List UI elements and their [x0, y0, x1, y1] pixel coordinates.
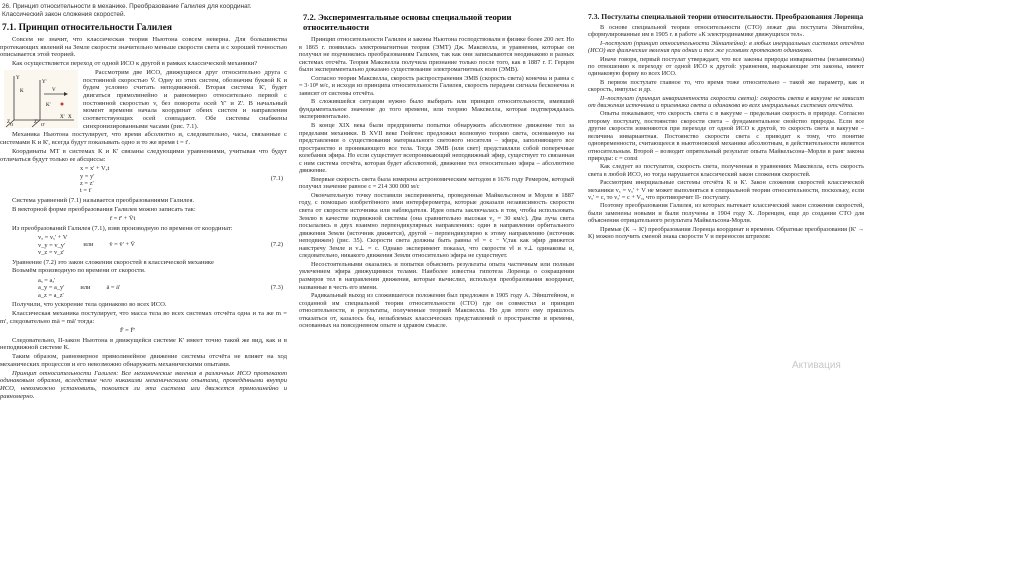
- equation-number: (7.2): [270, 241, 283, 249]
- paragraph: В конце XIX века были предприняты попытки обнаружить абсолютное движение тел за пределами механики. В XVII веке Гюйгенс предложил волновую теорию света, основанную на представлении о существовании материального светового носителя – эфира, заполняющего все пространство и проникающего все тела. Тогда ЭМВ (или свет) представляли собой поперечные колебания эфира. Но если существует всепроникающий неподвижный эфир, существует то связанная с ним система отсчёта, которая будет абсолютной, движение тел относительно эфира – абсолютное движение.: [299, 122, 574, 175]
- equation-force: F̄ = F̄': [120, 327, 136, 335]
- paragraph: Механика Ньютона постулирует, что время абсолютно и, следовательно, часы, связанные с системами К и К', всегда будут показывать одно и то же время t = t'.: [0, 131, 287, 147]
- equation-vector: r̄ = r̄' + V̄t: [110, 215, 136, 223]
- material-point: [61, 102, 64, 105]
- label-x: X: [68, 114, 72, 120]
- paragraph: Опыты показывают, что скорость света c в вакууме – предельная скорость в природе. Согласно второму постулату, постоянство скорости света – фундаментальное свойство природы. Если все другие скорости изменяются при переходе от одной ИСО к другой, то скорость света в вакууме – величина инвариантная. Постоянство скорости света c приводит к тому, что понятие одновременности, считающееся в ньютоновской механике абсолютным, в действительности является относительным. Второй – возводит опрятельный результат опыта Майкельсона–Морли в ранг закона природы: c = const: [588, 110, 864, 162]
- postulate-2: II–постулат (принцип инвариантности скорости света): скорость света в вакууме не зависит от движения источника и приемника света и одинакова во всех инерциальных системах отсчёта.: [588, 94, 864, 110]
- reference-frames-figure: [4, 70, 78, 128]
- section-title-7-3: 7.3. Постулаты специальной теории относительности. Преобразования Лоренца: [588, 12, 864, 21]
- equation-line: vₓ = vₓ' + V: [38, 234, 68, 242]
- equation-number: (7.1): [270, 175, 283, 183]
- paragraph: Поэтому преобразования Галилея, из которых вытекает классический закон сложения скоростей, были заменены новыми и были получены в 1904 году Х. Лоренцем, еще до создания СТО для объяснения отрицательного результата Майкельсона-Морли.: [588, 202, 864, 225]
- paragraph: В основе специальной теории относительности (СТО) лежат два постулата Эйнштейна, сформулированные им в 1905 г. в работе «К электродинамике движущихся тел».: [588, 24, 864, 39]
- section-title-7-2: 7.2. Экспериментальные основы специальной теории относительности: [303, 12, 512, 32]
- equation-vector-form: v̄ = v̄' + V̄: [109, 241, 136, 249]
- paragraph: Как осуществляется переход от одной ИСО к другой в рамках классической механики?: [12, 60, 258, 68]
- equation-7-3: [0, 277, 287, 299]
- header-line-2: Классический закон сложения скоростей.: [2, 11, 126, 18]
- page-header: [0, 0, 287, 19]
- column-experimental-foundations: [299, 0, 574, 574]
- postulate-1: I–постулат (принцип относительности Эйнштейна): в любых инерциальных системах отсчёта (ИСО) все физические явления при одних и тех же условиях протекают одинаково.: [588, 39, 864, 55]
- paragraph: Из преобразований Галилея (7.1), взяв производную по времени от координат:: [12, 224, 233, 232]
- paragraph: Возьмём производную по времени от скорости.: [12, 267, 146, 275]
- paragraph: Рассмотрим две ИСО, движущиеся друг относительно друга с постоянной скоростью V̄. Одну из этих систем, обозначим буквой К и будем условно считать неподвижной. Вторая система К', будет двигаться прямолинейно и равномерно относительно первой с постоянной скоростью v, без поворота осей Y' и Z'. В начальный момент времени начала координат обеих систем и направления соответствующих осей совпадают. Обе системы снабжены синхронизированными часами (рис. 7.1).: [83, 68, 287, 130]
- label-z-prime: Z': [34, 119, 38, 125]
- label-z: Z: [7, 119, 11, 125]
- header-line-1: 26. Принцип относительности в механике. Преобразование Галилея для координат.: [2, 3, 252, 10]
- paragraph: Впервые скорость света была измерена астрономическим методом в 1676 году Ремером, который получил значение равное c = 214 300 000 м/с: [299, 175, 574, 191]
- equation-line: v_z = v_z': [38, 249, 65, 257]
- paragraph: В сложившейся ситуации нужно было выбирать или принцип относительности, имевший фундаментальное значение до того времени, или теорию Максвелла, которая подтверждалась экспериментально.: [299, 98, 574, 121]
- label-v: V: [52, 87, 56, 93]
- paragraph: Радикальный выход из сложившегося положения был предложен в 1905 году А. Эйнштейном, в созданной им специальной теории относительности (СТО) где он совместил и принцип относительности, и результаты, полученные теорией Максвелла. Но для этого ему пришлось отказаться от, казалось бы, незыблемых классических представлений о пространстве и времени, основанных на повседневном опыте и здравом смысле.: [299, 292, 574, 330]
- equation-line: v_y = v_y': [38, 241, 66, 249]
- paragraph: Уравнение (7.2) это закон сложения скоростей в классической механике: [12, 258, 214, 266]
- paragraph: Иначе говоря, первый постулат утверждает, что все законы природы инвариантны (независимы) по отношению к переходу от одной ИСО к другой: уравнения, выражающие эти законы, имеют одинаковую форму во всех ИСО.: [588, 55, 864, 78]
- equation-vector-form: ā = ā': [106, 284, 121, 292]
- equation-7-2: [0, 234, 287, 256]
- label-k: K: [20, 88, 24, 94]
- equation-line: aₓ = aₓ': [38, 277, 56, 285]
- paragraph: Получили, что ускорение тела одинаково во всех ИСО.: [12, 301, 167, 309]
- equation-or: или: [80, 284, 91, 292]
- paragraph: В первом постулате главное то, что время тоже относительно – такой же параметр, как и скорость, импульс и др.: [588, 78, 864, 94]
- paragraph: Таким образом, равномерное прямолинейное движение системы отсчёта не влияет на ход механических процессов и его невозможно обнаружить механическими опытами.: [0, 353, 287, 368]
- label-o: O: [10, 121, 14, 127]
- column-postulates: [588, 0, 864, 574]
- paragraph: Классическая механика постулирует, что масса тела во всех системах отсчёта одна и та же m = m', следовательно mā = mā' тогда:: [0, 309, 287, 325]
- column-galilean-relativity: [0, 0, 287, 574]
- paragraph: В векторной форме преобразования Галилея можно записать так:: [12, 205, 196, 213]
- equation-line: a_y = a_y': [38, 284, 65, 292]
- paragraph: Согласно теории Максвелла, скорость распространения ЭМВ (скорость света) конечна и равна c = 3·10⁸ м/с, и исходя из принципа относительности Галилея, скорость передачи сигнала бесконечна и зависит от системы отсчёта.: [299, 74, 574, 97]
- paragraph: Система уравнений (7.1) называется преобразованиями Галилея.: [12, 196, 195, 204]
- equation-line: z = z': [80, 180, 94, 188]
- principle-statement: Принцип относительности Галилея: Все механические явления в различных ИСО протекают одинаковым образом, вследствие чего никакими механическими опытами, проведёнными внутри ИСО, невозможно установить, покоится ли эта система или движется прямолинейно и равномерно.: [0, 369, 287, 400]
- equation-number: (7.3): [270, 284, 283, 292]
- activation-watermark: Активация: [792, 360, 841, 371]
- label-o-prime: O': [41, 121, 46, 127]
- label-y: Y: [16, 75, 20, 81]
- equation-line: x = x' + Vₓt: [80, 165, 110, 173]
- label-k-prime: K': [46, 102, 51, 108]
- equation-line: y = y': [80, 172, 95, 180]
- paragraph: Прямые (К → К') преобразования Лоренца координат и времени. Обратные преобразования (К' → К) можно получить сменой знака скорости V и переносом штрихов:: [588, 225, 864, 240]
- paragraph: Окончательную точку поставили эксперименты, проведенные Майкельсоном и Морли в 1887 году, с помощью изобретённого ими интерферометра, которые доказали независимость скорости света от скорости источника или наблюдателя. Идея опыта заключалась в том, чтобы использовать Землю в качестве подвижной системы (она сравнительно высокая v₃ = 30 км/с). Два луча света посылались в двух взаимно перпендикулярных направлениях: один в направлении орбитального движения Земли (источник движется), другой – перпендикулярно к этому направлению (источник неподвижен) (рис. 35). Скорости света должны быть равны v‖ = c − V,так как эфир движется навстречу Земле и v⊥ = c. Однако эксперимент показал, что скорости v‖ и v⊥ одинаковы и, следовательно, никакого движения Земли относительно эфира не существует.: [299, 191, 574, 260]
- paragraph: Следовательно, II-закон Ньютона в движущейся системе К' имеет точно такой же вид, как и в неподвижной системе К.: [0, 336, 287, 352]
- section-title-7-1: 7.1. Принцип относительности Галилея: [2, 23, 172, 33]
- label-x-prime: X': [60, 114, 65, 120]
- equation-line: t = t': [80, 187, 92, 195]
- paragraph: Совсем не значит, что классическая теория Ньютона совсем неверна. Для большинства протекающих явлений на Земле скорости значительно меньше скорости света и с хорошей точностью описывается этой теорией.: [0, 36, 287, 59]
- paragraph: Координаты МТ в системах К и К' связаны следующими уравнениями, учитывая что будут отличаться будут только ее абсциссы:: [0, 147, 287, 163]
- paragraph: Рассмотрим инерциальные системы отсчёта К и К'. Закон сложения скоростей классической механики vₓ = vₓ' + V не может выполняться в специальной теории относительности, поскольку, если vₓ' = c, то vₓ' = c + Vₓ, что противоречит II- постулату.: [588, 179, 864, 201]
- paragraph: Принцип относительности Галилея и законы Ньютона господствовали в физике более 200 лет. Но в 1865 г. появилась электромагнитная теория (ЭМТ) Дж. Максвелла, и уравнения, которые он получил не подчинялись преобразованиям Галилея, так как они записываются неодинаково в разных системах отсчёта. Теория Максвелла получила признание только после того, как в 1887 г. Г. Герцем были экспериментально доказано существование электромагнитных волн (ЭМВ).: [299, 36, 574, 74]
- label-y-prime: Y': [42, 79, 47, 85]
- equation-or: или: [83, 241, 94, 249]
- equation-7-1: [0, 165, 287, 195]
- equation-line: a_z = a_z': [38, 291, 64, 299]
- paragraph: Несостоятельными оказались и попытки объяснить результаты опыта частичным или полным увлечением эфира движущимися телами. Наиболее известна гипотеза Лоренца о сокращении размеров тел в направлении движения, которые вычислил, используя преобразования координат, названные в честь его имени.: [299, 260, 574, 291]
- paragraph: Как следует из постулатов, скорость света, полученная в уравнениях Максвелла, есть скорость света в любой ИСО, но тогда нарушается классический закон сложения скоростей.: [588, 163, 864, 178]
